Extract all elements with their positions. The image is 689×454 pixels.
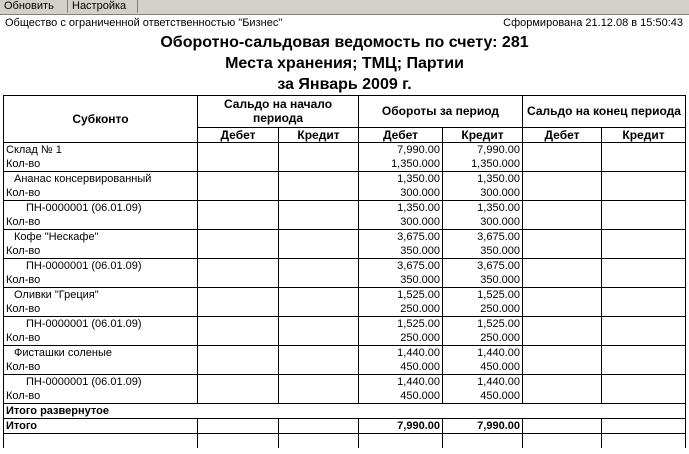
- cell-oc: [279, 288, 359, 303]
- cell-tc: 1,350.000: [443, 157, 523, 172]
- cell-oc: [279, 157, 359, 172]
- cell-cc: [602, 360, 686, 375]
- table-row[interactable]: [4, 143, 686, 158]
- table-row[interactable]: [4, 201, 686, 216]
- cell-tc: 1,525.00: [443, 288, 523, 303]
- row-label: Ананас консервированный: [4, 172, 198, 187]
- cell-td: 3,675.00: [359, 230, 443, 245]
- cell-cd: [523, 346, 602, 361]
- cell-oc: [279, 230, 359, 245]
- cell-cc: [602, 230, 686, 245]
- cell-td: 1,525.00: [359, 288, 443, 303]
- cell-oc: [279, 215, 359, 230]
- cell-od: [198, 215, 279, 230]
- cell-tc: 350.000: [443, 244, 523, 259]
- cell-oc: [279, 186, 359, 201]
- cell-cc: [602, 331, 686, 346]
- total-closing-credit: [602, 419, 686, 434]
- table-row[interactable]: [4, 230, 686, 245]
- cell-od: [198, 346, 279, 361]
- cell-od: [198, 389, 279, 404]
- table-row[interactable]: [4, 317, 686, 332]
- header-closing-balance: Сальдо на конец периода: [523, 96, 686, 128]
- cell-od: [198, 157, 279, 172]
- header-turnover-debit: Дебет: [359, 127, 443, 142]
- cell-oc: [279, 317, 359, 332]
- cell-cc: [602, 346, 686, 361]
- cell-oc: [279, 143, 359, 158]
- cell-cc: [602, 389, 686, 404]
- blank-cell: [443, 434, 523, 449]
- expanded-total-row: [4, 404, 686, 419]
- table-row[interactable]: [4, 389, 686, 404]
- cell-od: [198, 375, 279, 390]
- cell-cd: [523, 389, 602, 404]
- cell-od: [198, 259, 279, 274]
- total-opening-credit: [279, 419, 359, 434]
- table-row[interactable]: [4, 215, 686, 230]
- cell-td: 350.000: [359, 273, 443, 288]
- table-row[interactable]: [4, 288, 686, 303]
- cell-oc: [279, 244, 359, 259]
- expanded-total-label: Итого развернутое: [4, 404, 686, 419]
- cell-cc: [602, 186, 686, 201]
- cell-oc: [279, 201, 359, 216]
- cell-oc: [279, 172, 359, 187]
- cell-tc: 1,350.00: [443, 201, 523, 216]
- cell-cd: [523, 157, 602, 172]
- cell-td: 350.000: [359, 244, 443, 259]
- report-title: Оборотно-сальдовая ведомость по счету: 281: [160, 34, 529, 51]
- blank-row: [4, 434, 686, 449]
- row-label: Кол-во: [4, 215, 198, 230]
- table-row[interactable]: [4, 273, 686, 288]
- cell-oc: [279, 375, 359, 390]
- cell-tc: 350.000: [443, 273, 523, 288]
- row-label: Кол-во: [4, 273, 198, 288]
- cell-cc: [602, 302, 686, 317]
- cell-cd: [523, 360, 602, 375]
- row-label: Оливки "Греция": [4, 288, 198, 303]
- cell-td: 300.000: [359, 215, 443, 230]
- cell-td: 1,440.00: [359, 346, 443, 361]
- row-label: ПН-0000001 (06.01.09): [4, 317, 198, 332]
- generated-timestamp: Сформирована 21.12.08 в 15:50:43: [503, 17, 683, 29]
- cell-cd: [523, 331, 602, 346]
- cell-td: 450.000: [359, 360, 443, 375]
- table-row[interactable]: [4, 157, 686, 172]
- row-label: Кол-во: [4, 360, 198, 375]
- report-subtitle: Места хранения; ТМЦ; Партии: [225, 55, 464, 72]
- table-row[interactable]: [4, 360, 686, 375]
- table-row[interactable]: [4, 186, 686, 201]
- cell-cc: [602, 157, 686, 172]
- header-turnover: Обороты за период: [359, 96, 523, 128]
- row-label: Кофе "Нескафе": [4, 230, 198, 245]
- header-opening-debit: Дебет: [198, 127, 279, 142]
- cell-cd: [523, 273, 602, 288]
- company-name: Общество с ограниченной ответственностью "Бизнес": [5, 17, 283, 29]
- cell-cd: [523, 230, 602, 245]
- row-label: Фисташки соленые: [4, 346, 198, 361]
- cell-od: [198, 201, 279, 216]
- cell-od: [198, 230, 279, 245]
- cell-cd: [523, 288, 602, 303]
- cell-od: [198, 331, 279, 346]
- cell-td: 1,350.00: [359, 201, 443, 216]
- cell-tc: 1,440.00: [443, 346, 523, 361]
- cell-tc: 300.000: [443, 215, 523, 230]
- cell-cc: [602, 375, 686, 390]
- refresh-button[interactable]: Обновить: [0, 0, 68, 13]
- row-label: Кол-во: [4, 244, 198, 259]
- row-label: ПН-0000001 (06.01.09): [4, 259, 198, 274]
- cell-od: [198, 273, 279, 288]
- cell-cd: [523, 302, 602, 317]
- cell-cc: [602, 288, 686, 303]
- cell-td: 250.000: [359, 302, 443, 317]
- cell-cc: [602, 259, 686, 274]
- cell-td: 3,675.00: [359, 259, 443, 274]
- cell-tc: 1,350.00: [443, 172, 523, 187]
- blank-cell: [602, 434, 686, 449]
- cell-od: [198, 186, 279, 201]
- table-row[interactable]: [4, 172, 686, 187]
- cell-cd: [523, 172, 602, 187]
- row-label: Кол-во: [4, 389, 198, 404]
- total-opening-debit: [198, 419, 279, 434]
- cell-cd: [523, 201, 602, 216]
- blank-cell: [359, 434, 443, 449]
- cell-cd: [523, 375, 602, 390]
- header-turnover-credit: Кредит: [443, 127, 523, 142]
- blank-cell: [198, 434, 279, 449]
- report-table: [3, 95, 686, 448]
- cell-cd: [523, 244, 602, 259]
- cell-oc: [279, 259, 359, 274]
- cell-tc: 250.000: [443, 302, 523, 317]
- cell-oc: [279, 302, 359, 317]
- cell-od: [198, 143, 279, 158]
- cell-td: 1,350.00: [359, 172, 443, 187]
- total-label: Итого: [4, 419, 198, 434]
- header-closing-debit: Дебет: [523, 127, 602, 142]
- row-label: ПН-0000001 (06.01.09): [4, 201, 198, 216]
- cell-od: [198, 317, 279, 332]
- cell-cc: [602, 317, 686, 332]
- row-label: ПН-0000001 (06.01.09): [4, 375, 198, 390]
- cell-cc: [602, 172, 686, 187]
- cell-td: 250.000: [359, 331, 443, 346]
- cell-td: 1,440.00: [359, 375, 443, 390]
- blank-cell: [523, 434, 602, 449]
- report-body: [4, 143, 686, 404]
- total-turnover-credit: 7,990.00: [443, 419, 523, 434]
- cell-oc: [279, 331, 359, 346]
- cell-td: 450.000: [359, 389, 443, 404]
- cell-tc: 3,675.00: [443, 259, 523, 274]
- row-label: Кол-во: [4, 186, 198, 201]
- cell-tc: 1,440.00: [443, 375, 523, 390]
- cell-od: [198, 288, 279, 303]
- cell-tc: 7,990.00: [443, 143, 523, 158]
- toolbar: [0, 0, 689, 15]
- cell-cd: [523, 215, 602, 230]
- cell-tc: 3,675.00: [443, 230, 523, 245]
- blank-cell: [4, 434, 198, 449]
- cell-tc: 1,525.00: [443, 317, 523, 332]
- cell-cc: [602, 215, 686, 230]
- table-row[interactable]: [4, 259, 686, 274]
- cell-cd: [523, 186, 602, 201]
- header-opening-credit: Кредит: [279, 127, 359, 142]
- table-row[interactable]: [4, 302, 686, 317]
- cell-tc: 450.000: [443, 360, 523, 375]
- header-opening-balance: Сальдо на начало периода: [198, 96, 359, 128]
- cell-cd: [523, 317, 602, 332]
- row-label: Кол-во: [4, 157, 198, 172]
- blank-cell: [279, 434, 359, 449]
- total-turnover-debit: 7,990.00: [359, 419, 443, 434]
- cell-td: 1,350.000: [359, 157, 443, 172]
- header-closing-credit: Кредит: [602, 127, 686, 142]
- cell-tc: 450.000: [443, 389, 523, 404]
- cell-cc: [602, 273, 686, 288]
- cell-cc: [602, 201, 686, 216]
- table-row[interactable]: [4, 244, 686, 259]
- total-closing-debit: [523, 419, 602, 434]
- cell-od: [198, 360, 279, 375]
- settings-button[interactable]: Настройка: [68, 0, 138, 13]
- row-label: Кол-во: [4, 331, 198, 346]
- cell-od: [198, 244, 279, 259]
- cell-cd: [523, 143, 602, 158]
- cell-cc: [602, 244, 686, 259]
- table-row[interactable]: [4, 346, 686, 361]
- table-row[interactable]: [4, 331, 686, 346]
- total-row: [4, 419, 686, 434]
- cell-td: 1,525.00: [359, 317, 443, 332]
- cell-oc: [279, 273, 359, 288]
- cell-oc: [279, 389, 359, 404]
- row-label: Кол-во: [4, 302, 198, 317]
- cell-tc: 300.000: [443, 186, 523, 201]
- cell-od: [198, 302, 279, 317]
- row-label: Склад № 1: [4, 143, 198, 158]
- cell-td: 7,990.00: [359, 143, 443, 158]
- cell-cc: [602, 143, 686, 158]
- cell-cd: [523, 259, 602, 274]
- cell-oc: [279, 346, 359, 361]
- cell-od: [198, 172, 279, 187]
- table-row[interactable]: [4, 375, 686, 390]
- cell-oc: [279, 360, 359, 375]
- header-subconto: Субконто: [4, 96, 198, 143]
- cell-tc: 250.000: [443, 331, 523, 346]
- cell-td: 300.000: [359, 186, 443, 201]
- report-period: за Январь 2009 г.: [277, 76, 412, 93]
